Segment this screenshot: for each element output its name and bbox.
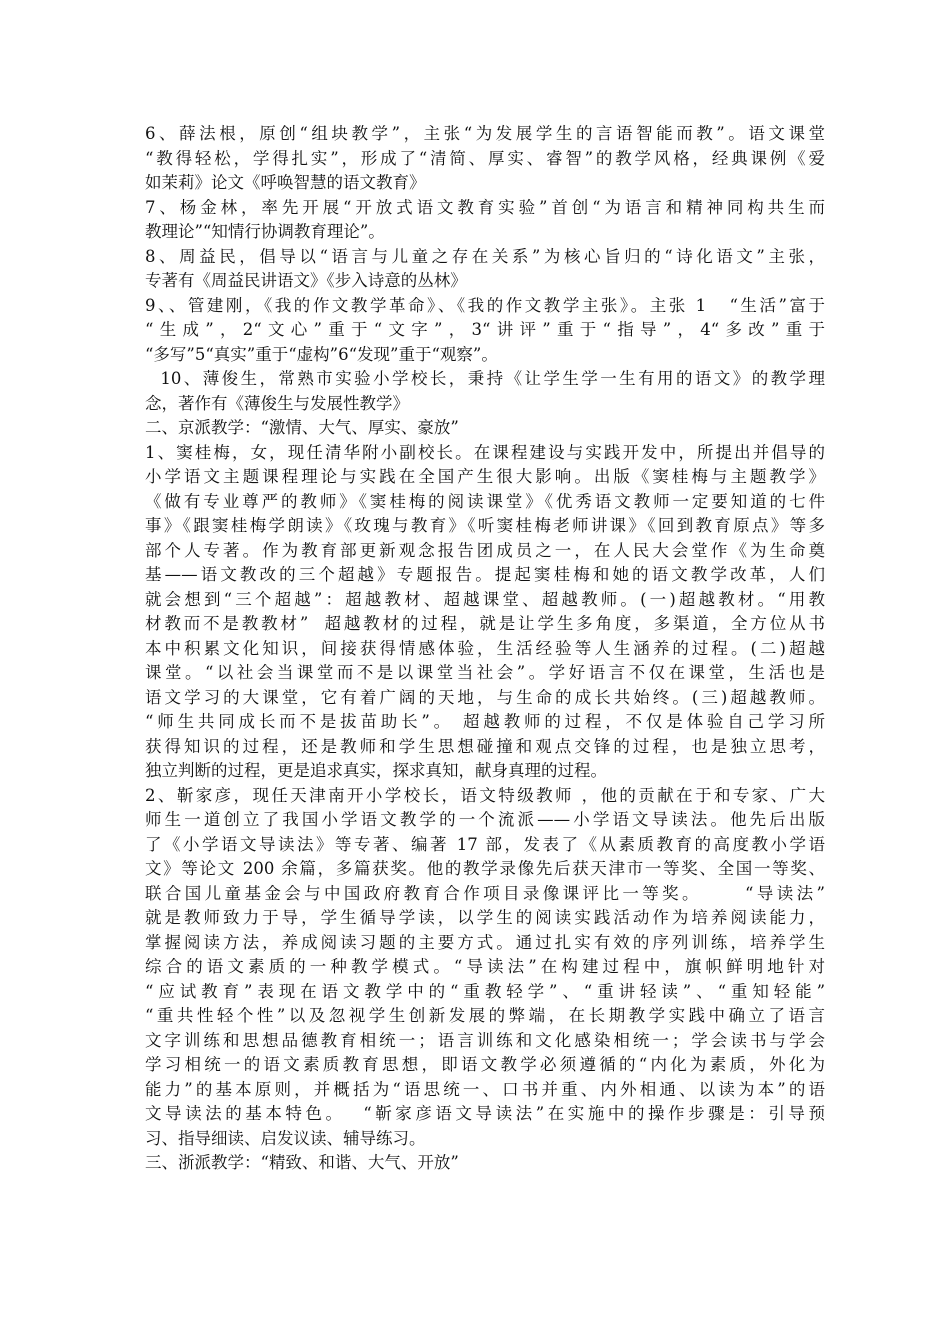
text-line: 文字训练和思想品德教育相统一；语言训练和文化感染相统一；学会读书与学会 [145, 1030, 825, 1050]
text-line: 获得知识的过程，还是教师和学生思想碰撞和观点交锋的过程，也是独立思考， [145, 736, 825, 756]
text-line: 10、薄俊生，常熟市实验小学校长，秉持《让学生学一生有用的语文》的教学理 [145, 369, 825, 388]
text-line: 课堂。“以社会当课堂而不是以课堂当社会”。学好语言不仅在课堂，生活也是 [145, 663, 825, 682]
text-line: 念，著作有《薄俊生与发展性教学》 [145, 393, 409, 413]
text-line: 7、杨金林，率先开展“开放式语文教育实验”首创“为语言和精神同构共生而 [145, 197, 825, 217]
text-line: 小学语文主题课程理论与实践在全国产生很大影响。出版《窦桂梅与主题教学》 [145, 467, 825, 486]
text-line: “教得轻松，学得扎实”，形成了“清简、厚实、睿智”的教学风格，经典课例《爱 [145, 148, 825, 168]
document-page [145, 122, 825, 1176]
text-line: 教理论”“知情行协调教育理论”。 [145, 222, 385, 241]
text-line: 了《小学语文导读法》等专著、编著 17 部，发表了《从素质教育的高度教小学语 [145, 834, 825, 854]
text-line: “应试教育”表现在语文教学中的“重教轻学”、“重讲轻读”、“重知轻能” [145, 981, 825, 1001]
text-line: 综合的语文素质的一种教学模式。“导读法”在构建过程中，旗帜鲜明地针对 [145, 957, 825, 976]
text-line: 就是教师致力于导，学生循导学读，以学生的阅读实践活动作为培养阅读能力， [145, 908, 825, 927]
text-line: 1、窦桂梅，女，现任清华附小副校长。在课程建设与实践开发中，所提出并倡导的 [145, 442, 825, 462]
section-heading: 三、浙派教学：“精致、和谐、大气、开放” [145, 1153, 459, 1172]
text-line: 8、周益民，倡导以“语言与儿童之存在关系”为核心旨归的“诗化语文”主张， [145, 246, 825, 266]
text-line: 学习相统一的语文素质教育思想，即语文教学必须遵循的“内化为素质，外化为 [145, 1055, 825, 1074]
text-line: 本中积累文化知识，间接获得情感体验，生活经验等人生涵养的过程。(二)超越 [145, 638, 825, 658]
text-line: 就会想到“三个超越”：超越教材、超越课堂、超越教师。(一)超越教材。“用教 [145, 589, 825, 609]
text-line: 如茉莉》论文《呼唤智慧的语文教育》 [145, 173, 426, 192]
text-line: 联合国儿童基金会与中国政府教育合作项目录像课评比一等奖。 “导读法” [145, 883, 825, 903]
text-line: 文》等论文 200 余篇，多篇获奖。他的教学录像先后获天津市一等奖、全国一等奖、 [145, 859, 825, 878]
text-line: 师生一道创立了我国小学语文教学的一个流派——小学语文导读法。他先后出版 [145, 810, 825, 829]
text-line: 事》《跟窦桂梅学朗读》《玫瑰与教育》《听窦桂梅老师讲课》《回到教育原点》等多 [145, 516, 825, 535]
text-line: 基——语文教改的三个超越》专题报告。提起窦桂梅和她的语文教学改革，人们 [145, 565, 825, 584]
text-line: 语文学习的大课堂，它有着广阔的天地，与生命的成长共始终。(三)超越教师。 [145, 687, 825, 707]
text-line: 专著有《周益民讲语文》《步入诗意的丛林》 [145, 271, 467, 290]
text-line: 部个人专著。作为教育部更新观念报告团成员之一，在人民大会堂作《为生命奠 [145, 540, 825, 560]
text-line: 习、指导细读、启发议读、辅导练习。 [145, 1128, 426, 1148]
text-line: 2、靳家彦，现任天津南开小学校长，语文特级教师 ，他的贡献在于和专家、广大 [145, 785, 825, 805]
text-line: 9、、管建刚，《我的作文教学革命》、《我的作文教学主张》。主张 1 “生活”富于 [145, 295, 825, 315]
text-line: 文导读法的基本特色。 “靳家彦语文导读法”在实施中的操作步骤是：引导预 [145, 1104, 825, 1123]
text-line: “重共性轻个性”以及忽视学生创新发展的弊端，在长期教学实践中确立了语言 [145, 1006, 825, 1025]
text-line: 材教而不是教教材” 超越教材的过程，就是让学生多角度，多渠道，全方位从书 [145, 614, 825, 633]
text-line: “生成”，2“文心”重于“文字”，3“讲评”重于“指导”，4“多改”重于 [145, 320, 825, 339]
text-line: “师生共同成长而不是拔苗助长”。 超越教师的过程，不仅是体验自己学习所 [145, 712, 825, 731]
text-line: 掌握阅读方法，养成阅读习题的主要方式。通过扎实有效的序列训练，培养学生 [145, 932, 825, 952]
text-line: 独立判断的过程，更是追求真实，探求真知，献身真理的过程。 [145, 761, 607, 780]
text-line: 6、薛法根，原创“组块教学”，主张“为发展学生的言语智能而教”。语文课堂 [145, 124, 825, 143]
section-heading: 二、京派教学：“激情、大气、厚实、豪放” [145, 418, 459, 437]
text-line: “多写”5“真实”重于“虚构”6“发现”重于“观察”。 [145, 344, 498, 364]
text-line: 能力”的基本原则，并概括为“语思统一、口书并重、内外相通、以读为本”的语 [145, 1079, 825, 1099]
text-line: 《做有专业尊严的教师》《窦桂梅的阅读课堂》《优秀语文教师一定要知道的七件 [145, 491, 825, 511]
